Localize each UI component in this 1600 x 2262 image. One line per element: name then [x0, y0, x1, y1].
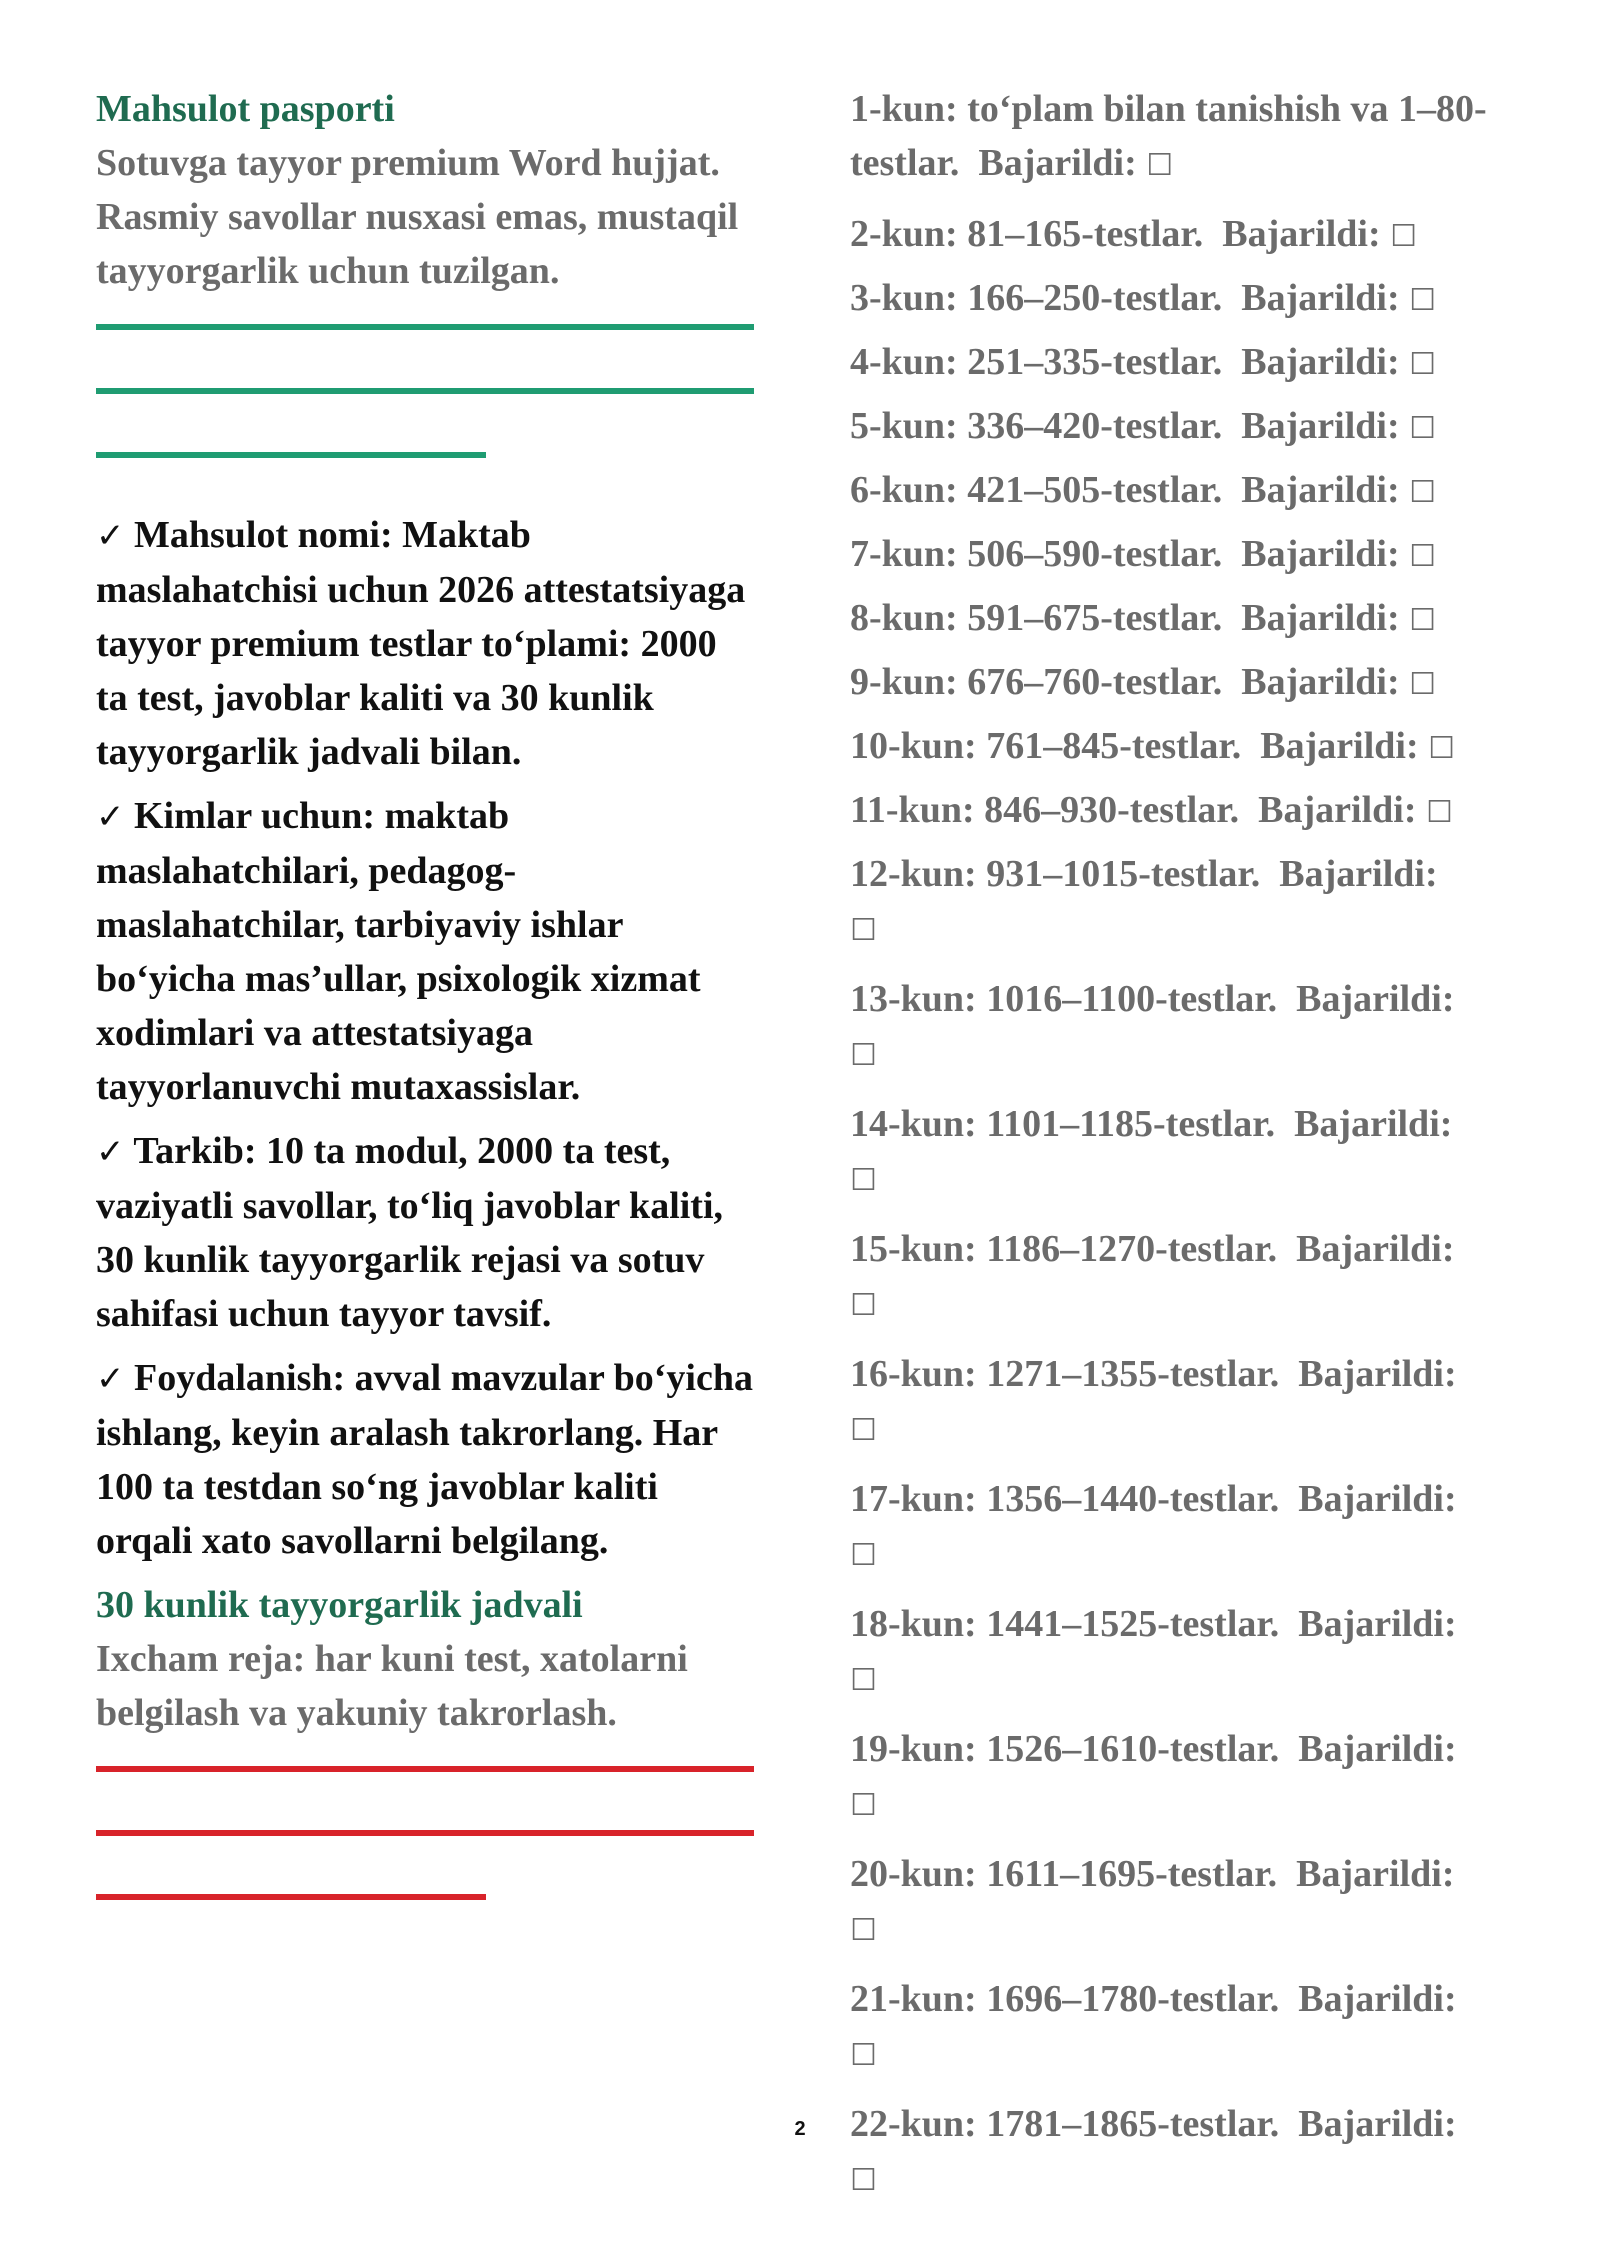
schedule-day [850, 591, 1510, 648]
day-text: 1-kun: to‘plam bilan tanishish va 1–80-testlar. [850, 88, 1487, 184]
schedule-day [850, 399, 1510, 456]
day-text: 12-kun: 931–1015-testlar. [850, 853, 1261, 895]
feature-list [96, 508, 756, 1568]
day-text: 4-kun: 251–335-testlar. [850, 341, 1223, 383]
page-number: 2 [794, 2118, 806, 2140]
check-icon: ✓ [96, 1132, 125, 1172]
green-divider [96, 452, 486, 458]
red-divider [96, 1766, 754, 1772]
done-label: Bajarildi: [1279, 853, 1438, 895]
day-text: 3-kun: 166–250-testlar. [850, 277, 1223, 319]
schedule-list [850, 82, 1510, 2222]
schedule-day [850, 1472, 1510, 1583]
schedule-day [850, 2097, 1510, 2208]
schedule-day [850, 1347, 1510, 1458]
done-label: Bajarildi: [1298, 1353, 1457, 1395]
schedule-day [850, 207, 1510, 264]
green-divider [96, 324, 754, 330]
schedule-day [850, 335, 1510, 392]
checkbox-icon[interactable]: ☐ [1409, 347, 1436, 382]
checkbox-icon[interactable]: ☐ [850, 2038, 877, 2073]
red-rule-group [96, 1766, 756, 1900]
schedule-day [850, 1847, 1510, 1958]
checkbox-icon[interactable]: ☐ [850, 1038, 877, 1073]
check-icon: ✓ [96, 797, 125, 837]
checkbox-icon[interactable]: ☐ [1409, 283, 1436, 318]
day-text: 17-kun: 1356–1440-testlar. [850, 1478, 1280, 1520]
feature-item [96, 1124, 756, 1341]
check-icon: ✓ [96, 516, 125, 556]
checkbox-icon[interactable]: ☐ [850, 2163, 877, 2198]
schedule-day [850, 1597, 1510, 1708]
day-text: 13-kun: 1016–1100-testlar. [850, 978, 1278, 1020]
checkbox-icon[interactable]: ☐ [850, 1663, 877, 1698]
checkbox-icon[interactable]: ☐ [850, 1288, 877, 1323]
done-label: Bajarildi: [1241, 469, 1400, 511]
checkbox-icon[interactable]: ☐ [1428, 731, 1455, 766]
passport-title: Mahsulot pasporti [96, 88, 395, 130]
schedule-title: 30 kunlik tayyorgarlik jadvali [96, 1584, 583, 1626]
day-text: 19-kun: 1526–1610-testlar. [850, 1728, 1280, 1770]
day-text: 11-kun: 846–930-testlar. [850, 789, 1240, 831]
schedule-day [850, 1222, 1510, 1333]
schedule-subtitle: Ixcham reja: har kuni test, xatolarni belgilash va yakuniy takrorlash. [96, 1638, 688, 1734]
checkbox-icon[interactable]: ☐ [850, 1413, 877, 1448]
schedule-day [850, 527, 1510, 584]
checkbox-icon[interactable]: ☐ [1409, 475, 1436, 510]
checkbox-icon[interactable]: ☐ [1426, 795, 1453, 830]
done-label: Bajarildi: [1296, 1228, 1455, 1270]
done-label: Bajarildi: [1241, 597, 1400, 639]
day-text: 2-kun: 81–165-testlar. [850, 213, 1204, 255]
red-divider [96, 1830, 754, 1836]
done-label: Bajarildi: [1298, 1603, 1457, 1645]
done-label: Bajarildi: [1241, 533, 1400, 575]
day-text: 14-kun: 1101–1185-testlar. [850, 1103, 1276, 1145]
schedule-day [850, 972, 1510, 1083]
done-label: Bajarildi: [1241, 277, 1400, 319]
checkbox-icon[interactable]: ☐ [1390, 219, 1417, 254]
checkbox-icon[interactable]: ☐ [850, 913, 877, 948]
done-label: Bajarildi: [1298, 2103, 1457, 2145]
done-label: Bajarildi: [1241, 661, 1400, 703]
day-text: 16-kun: 1271–1355-testlar. [850, 1353, 1280, 1395]
day-text: 15-kun: 1186–1270-testlar. [850, 1228, 1278, 1270]
feature-text: Kimlar uchun: maktab maslahatchilari, pedagog-maslahatchilar, tarbiyaviy ishlar bo‘yicha mas’ullar, psixologik xizmat xodimlari va attestatsiyaga tayyorlanuvchi mutaxassislar. [96, 795, 701, 1108]
schedule-day [850, 463, 1510, 520]
done-label: Bajarildi: [1298, 1478, 1457, 1520]
checkbox-icon[interactable]: ☐ [1409, 667, 1436, 702]
schedule-day [850, 847, 1510, 958]
checkbox-icon[interactable]: ☐ [850, 1538, 877, 1573]
feature-item [96, 508, 756, 779]
day-text: 10-kun: 761–845-testlar. [850, 725, 1242, 767]
day-text: 18-kun: 1441–1525-testlar. [850, 1603, 1280, 1645]
check-icon: ✓ [96, 1359, 125, 1399]
done-label: Bajarildi: [1258, 789, 1417, 831]
red-divider [96, 1894, 486, 1900]
done-label: Bajarildi: [978, 142, 1137, 184]
schedule-day [850, 271, 1510, 328]
left-column [96, 82, 756, 1900]
feature-text: Foydalanish: avval mavzular bo‘yicha ishlang, keyin aralash takrorlang. Har 100 ta testdan so‘ng javoblar kaliti orqali xato savollarni belgilang. [96, 1357, 753, 1562]
done-label: Bajarildi: [1294, 1103, 1453, 1145]
green-rule-group [96, 324, 756, 458]
schedule-day [850, 82, 1510, 193]
checkbox-icon[interactable]: ☐ [1146, 148, 1174, 183]
checkbox-icon[interactable]: ☐ [850, 1163, 877, 1198]
feature-item [96, 789, 756, 1114]
feature-text: Tarkib: 10 ta modul, 2000 ta test, vaziyatli savollar, to‘liq javoblar kaliti, 30 kunlik tayyorgarlik rejasi va sotuv sahifasi uchun tayyor tavsif. [96, 1130, 724, 1335]
done-label: Bajarildi: [1241, 341, 1400, 383]
checkbox-icon[interactable]: ☐ [1409, 539, 1436, 574]
schedule-day [850, 655, 1510, 712]
done-label: Bajarildi: [1298, 1728, 1457, 1770]
checkbox-icon[interactable]: ☐ [1409, 603, 1436, 638]
day-text: 21-kun: 1696–1780-testlar. [850, 1978, 1280, 2020]
done-label: Bajarildi: [1260, 725, 1419, 767]
day-text: 8-kun: 591–675-testlar. [850, 597, 1223, 639]
done-label: Bajarildi: [1298, 1978, 1457, 2020]
feature-item [96, 1351, 756, 1568]
done-label: Bajarildi: [1296, 1853, 1455, 1895]
schedule-day [850, 783, 1510, 840]
schedule-day [850, 1722, 1510, 1833]
day-text: 6-kun: 421–505-testlar. [850, 469, 1223, 511]
checkbox-icon[interactable]: ☐ [1409, 411, 1436, 446]
schedule-day [850, 1972, 1510, 2083]
day-text: 9-kun: 676–760-testlar. [850, 661, 1223, 703]
done-label: Bajarildi: [1222, 213, 1381, 255]
passport-subtitle: Sotuvga tayyor premium Word hujjat. Rasmiy savollar nusxasi emas, mustaqil tayyorgarlik uchun tuzilgan. [96, 142, 739, 292]
checkbox-icon[interactable]: ☐ [850, 1913, 877, 1948]
day-text: 7-kun: 506–590-testlar. [850, 533, 1223, 575]
day-text: 22-kun: 1781–1865-testlar. [850, 2103, 1280, 2145]
schedule-day [850, 719, 1510, 776]
day-text: 20-kun: 1611–1695-testlar. [850, 1853, 1278, 1895]
green-divider [96, 388, 754, 394]
done-label: Bajarildi: [1296, 978, 1455, 1020]
schedule-day [850, 1097, 1510, 1208]
done-label: Bajarildi: [1241, 405, 1400, 447]
feature-text: Mahsulot nomi: Maktab maslahatchisi uchun 2026 attestatsiyaga tayyor premium testlar to‘plami: 2000 ta test, javoblar kaliti va 30 kunlik tayyorgarlik jadvali bilan. [96, 514, 746, 773]
checkbox-icon[interactable]: ☐ [850, 1788, 877, 1823]
day-text: 5-kun: 336–420-testlar. [850, 405, 1223, 447]
